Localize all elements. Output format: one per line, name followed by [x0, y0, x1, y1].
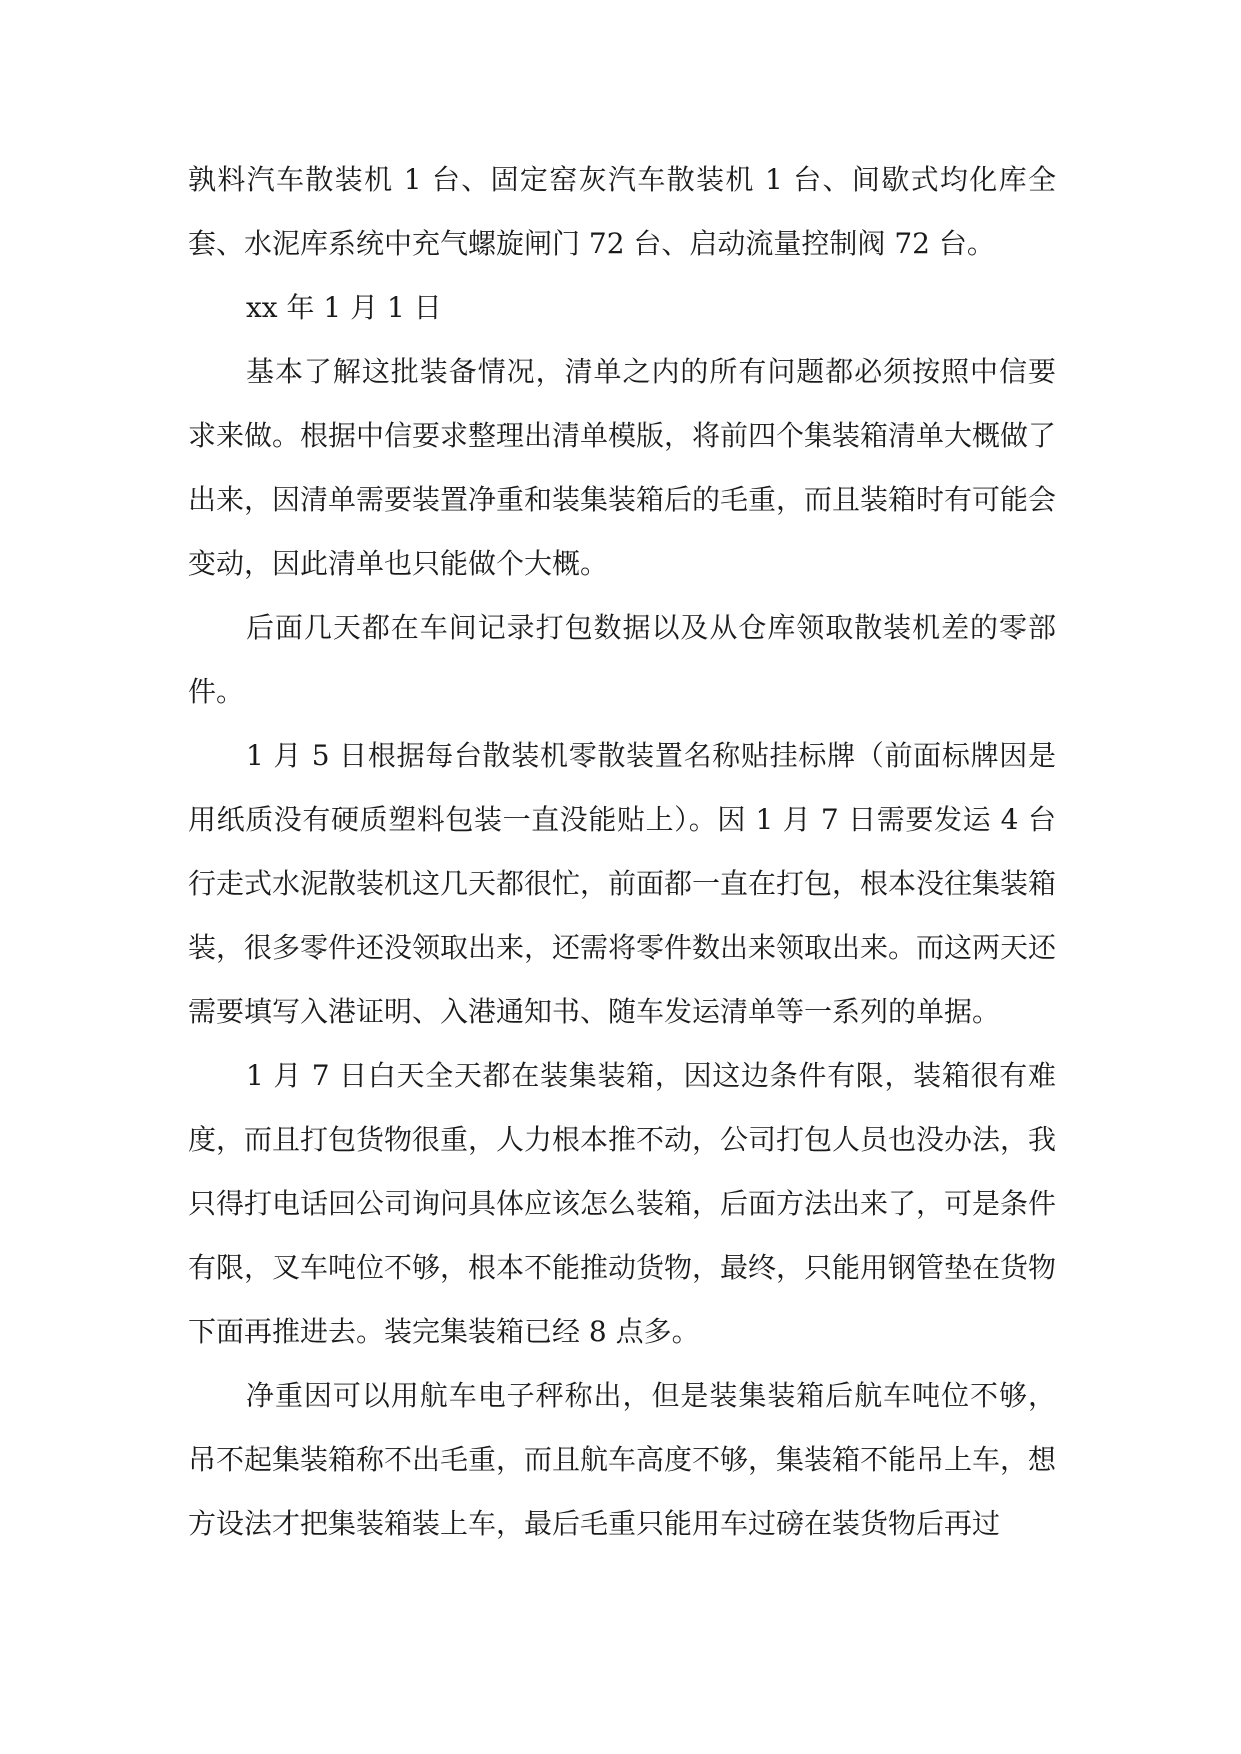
document-body: [188, 148, 1056, 1556]
paragraph-7: 净重因可以用航车电子秤称出，但是装集装箱后航车吨位不够，吊不起集装箱称不出毛重，而且航车高度不够，集装箱不能吊上车，想方设法才把集装箱装上车，最后毛重只能用车过磅在装货物后再过: [188, 1379, 1057, 1540]
paragraph-6: 1 月 7 日白天全天都在装集装箱，因这边条件有限，装箱很有难度，而且打包货物很重，人力根本推不动，公司打包人员也没办法，我只得打电话回公司询问具体应该怎么装箱，后面方法出来了，可是条件有限，叉车吨位不够，根本不能推动货物，最终，只能用钢管垫在货物下面再推进去。装完集装箱已经 8 点多。: [188, 1059, 1057, 1348]
paragraph-1: 孰料汽车散装机 1 台、固定窑灰汽车散装机 1 台、间歇式均化库全套、水泥库系统中充气螺旋闸门 72 台、启动流量控制阀 72 台。: [188, 163, 1056, 260]
paragraph-4: 后面几天都在车间记录打包数据以及从仓库领取散装机差的零部件。: [188, 611, 1056, 708]
paragraph-5: 1 月 5 日根据每台散装机零散装置名称贴挂标牌（前面标牌因是用纸质没有硬质塑料包装一直没能贴上）。因 1 月 7 日需要发运 4 台行走式水泥散装机这几天都很忙，前面都一直在打包，根本没往集装箱装，很多零件还没领取出来，还需将零件数出来领取出来。而这两天还需要填写入港证明、入港通知书、随车发运清单等一系列的单据。: [188, 739, 1057, 1028]
paragraph-date: xx 年 1 月 1 日: [246, 291, 442, 324]
paragraph-3: 基本了解这批装备情况，清单之内的所有问题都必须按照中信要求来做。根据中信要求整理出清单模版，将前四个集装箱清单大概做了出来，因清单需要装置净重和装集装箱后的毛重，而且装箱时有可能会变动，因此清单也只能做个大概。: [188, 355, 1057, 580]
